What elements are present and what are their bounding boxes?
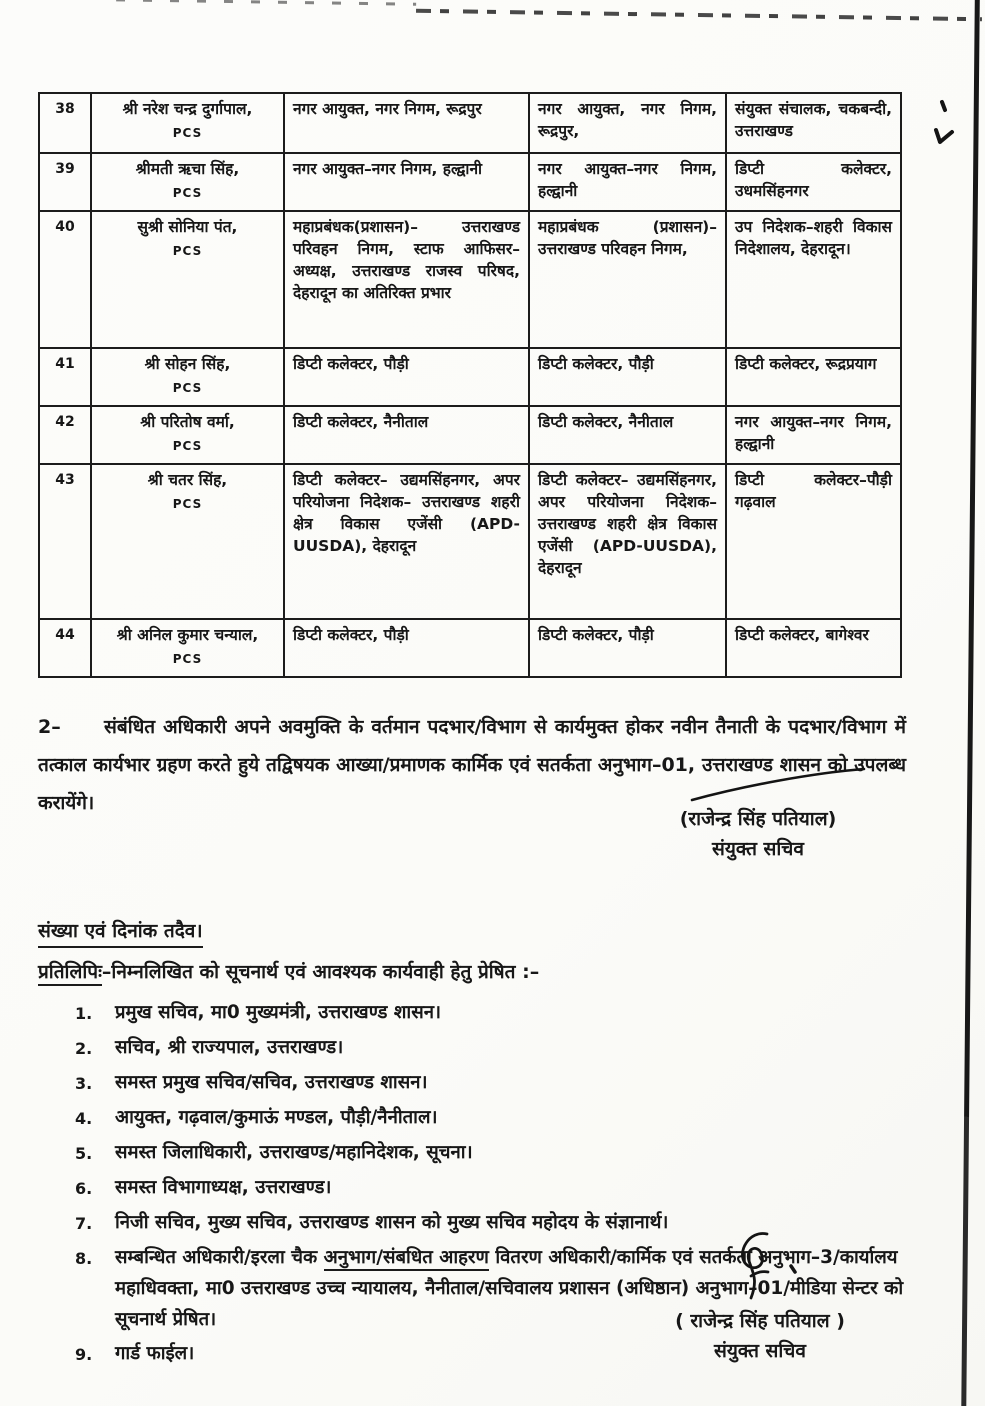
serial-number: 43 [39,464,91,619]
new-post-cell: डिप्टी कलेक्टर, बागेश्वर [726,619,901,677]
officer-cadre: PCS [172,439,203,453]
officer-cadre: PCS [172,497,203,511]
paragraph-2-text: संबंधित अधिकारी अपने अवमुक्ति के वर्तमान पदभार/विभाग से कार्यमुक्त होकर नवीन तैनाती के पदभार/विभाग में तत्काल कार्यभार ग्रहण करते हुये तद्विषयक आख्या/प्रमाणक कार्मिक एवं सतर्कता अनुभाग–01, उत्तराखण्ड शासन को उपलब्ध करायेंगे। [38,716,906,814]
signatory-name: (राजेन्द्र सिंह पतियाल) [679,808,837,830]
officer-cadre: PCS [172,186,203,200]
present-post-cell: नगर आयुक्त, नगर निगम, रूद्रपुर [284,93,529,153]
new-post-cell: डिप्टी कलेक्टर, उधमसिंहनगर [726,153,901,211]
officer-name: श्री परितोष वर्मा, [140,413,235,431]
officer-name: श्री अनिल कुमार चन्याल, [116,626,259,644]
table-row [39,93,901,153]
item-number: 7. [75,1214,93,1233]
handwritten-signature-icon [705,1228,815,1310]
officer-name-cell [91,93,284,153]
present-post-cell: डिप्टी कलेक्टर– उद्यमसिंहनगर, अपर परियोजना निदेशक– उत्तराखण्ड शहरी क्षेत्र विकास एजेंसी (APD-UUSDA), देहरादून [284,464,529,619]
list-item [75,1172,935,1204]
table-row [39,211,901,348]
released-post-cell: डिप्टी कलेक्टर, नैनीताल [529,406,726,464]
officer-name: श्री नरेश चन्द्र दुर्गापाल, [122,100,253,118]
table-row [39,406,901,464]
serial-number: 38 [39,93,91,153]
signature-block-lower [620,1228,900,1366]
serial-number: 42 [39,406,91,464]
present-post-cell: डिप्टी कलेक्टर, पौड़ी [284,619,529,677]
table-row [39,464,901,619]
officer-name-cell [91,211,284,348]
present-post-cell: डिप्टी कलेक्टर, नैनीताल [284,406,529,464]
scan-artifact-top-dashes [416,9,982,21]
officer-cadre: PCS [172,652,203,666]
item-text: समस्त विभागाध्यक्ष, उत्तराखण्ड। [115,1177,332,1198]
officer-name: श्रीमती ऋचा सिंह, [135,160,240,178]
officer-name: सुश्री सोनिया पंत, [137,218,238,236]
present-post-cell: महाप्रबंधक(प्रशासन)– उत्तराखण्ड परिवहन निगम, स्टाफ आफिसर–अध्यक्ष, उत्तराखण्ड राजस्व परिषद, देहरादून का अतिरिक्त प्रभार [284,211,529,348]
item-number: 3. [75,1074,93,1093]
present-post-cell: डिप्टी कलेक्टर, पौड़ी [284,348,529,406]
released-post-cell: डिप्टी कलेक्टर– उद्यमसिंहनगर, अपर परियोजना निदेशक– उत्तराखण्ड शहरी क्षेत्र विकास एजेंसी (APD-UUSDA), देहरादून [529,464,726,619]
signatory-designation: संयुक्त सचिव [712,838,804,860]
item-number: 1. [75,1004,93,1023]
officer-cadre: PCS [172,381,203,395]
table-row [39,348,901,406]
signature-stroke-icon [688,766,868,804]
item-number: 9. [75,1345,93,1364]
officer-name: श्री चतर सिंह, [147,471,228,489]
item-text: प्रमुख सचिव, मा0 मुख्यमंत्री, उत्तराखण्ड शासन। [115,1002,441,1023]
new-post-cell: डिप्टी कलेक्टर–पौड़ी गढ़वाल [726,464,901,619]
list-item [75,1102,935,1134]
number-date-line: संख्या एवं दिनांक तदैव। [38,918,203,948]
item-text: आयुक्त, गढ़वाल/कुमाऊं मण्डल, पौड़ी/नैनीताल। [115,1107,438,1128]
signatory-designation: संयुक्त सचिव [714,1340,806,1362]
copy-prefix: प्रतिलिपिः [38,961,102,986]
scan-artifact-right-edge-line [961,0,980,1406]
new-post-cell: उप निदेशक–शहरी विकास निदेशालय, देहरादून। [726,211,901,348]
item-text: समस्त जिलाधिकारी, उत्तराखण्ड/महानिदेशक, सूचना। [115,1142,473,1163]
officer-name: श्री सोहन सिंह, [144,355,231,373]
present-post-cell: नगर आयुक्त–नगर निगम, हल्द्वानी [284,153,529,211]
list-item [75,1067,935,1099]
item-number: 6. [75,1179,93,1198]
item-text-pre: सम्बन्धित अधिकारी/इरला चैक [115,1247,324,1268]
new-post-cell: संयुक्त संचालक, चकबन्दी, उत्तराखण्ड [726,93,901,153]
officer-name-cell [91,153,284,211]
item-number: 2. [75,1039,93,1058]
officer-cadre: PCS [172,126,203,140]
item-number: 5. [75,1144,93,1163]
item-text: सचिव, श्री राज्यपाल, उत्तराखण्ड। [115,1037,344,1058]
new-post-cell: डिप्टी कलेक्टर, रूद्रप्रयाग [726,348,901,406]
officer-name-cell [91,619,284,677]
item-text-post: वितरण अधिकारी/कार्मिक एवं सतर्कता अनुभाग–3/कार्यालय महाधिवक्ता, मा0 उत्तराखण्ड उच्च न्यायालय, नैनीताल/सचिवालय प्रशासन (अधिष्ठान) अनुभाग–01/मीडिया सेन्टर को सूचनार्थ प्रेषित। [115,1247,904,1330]
officer-name-cell [91,464,284,619]
officer-name-cell [91,406,284,464]
signatory-name: ( राजेन्द्र सिंह पतियाल ) [675,1310,845,1332]
table-row [39,619,901,677]
item-text: निजी सचिव, मुख्य सचिव, उत्तराखण्ड शासन को मुख्य सचिव महोदय के संज्ञानार्थ। [115,1212,669,1233]
released-post-cell: नगर आयुक्त–नगर निगम, हल्द्वानी [529,153,726,211]
released-post-cell: महाप्रबंधक (प्रशासन)– उत्तराखण्ड परिवहन निगम, [529,211,726,348]
serial-number: 40 [39,211,91,348]
copy-forward-line [38,957,918,987]
list-item [75,1137,935,1169]
item-number: 4. [75,1109,93,1128]
item-number: 8. [75,1249,93,1268]
released-post-cell: डिप्टी कलेक्टर, पौड़ी [529,619,726,677]
item-text: समस्त प्रमुख सचिव/सचिव, उत्तराखण्ड शासन। [115,1072,428,1093]
officer-name-cell [91,348,284,406]
item-text: गार्ड फाईल। [115,1343,195,1364]
serial-number: 39 [39,153,91,211]
scan-artifact-ink-mark [928,96,962,160]
released-post-cell: डिप्टी कलेक्टर, पौड़ी [529,348,726,406]
serial-number: 44 [39,619,91,677]
list-item [75,997,935,1029]
officer-transfer-table [38,92,902,678]
paragraph-2-number: 2– [38,716,61,738]
item-text-underlined: अनुभाग/संबधित आहरण [324,1247,489,1271]
new-post-cell: नगर आयुक्त–नगर निगम, हल्द्वानी [726,406,901,464]
table-row [39,153,901,211]
signature-block-upper [628,766,888,864]
officer-cadre: PCS [172,244,203,258]
serial-number: 41 [39,348,91,406]
released-post-cell: नगर आयुक्त, नगर निगम, रूद्रपुर, [529,93,726,153]
list-item [75,1032,935,1064]
copy-rest: –निम्नलिखित को सूचनार्थ एवं आवश्यक कार्यवाही हेतु प्रेषित :– [101,961,540,983]
